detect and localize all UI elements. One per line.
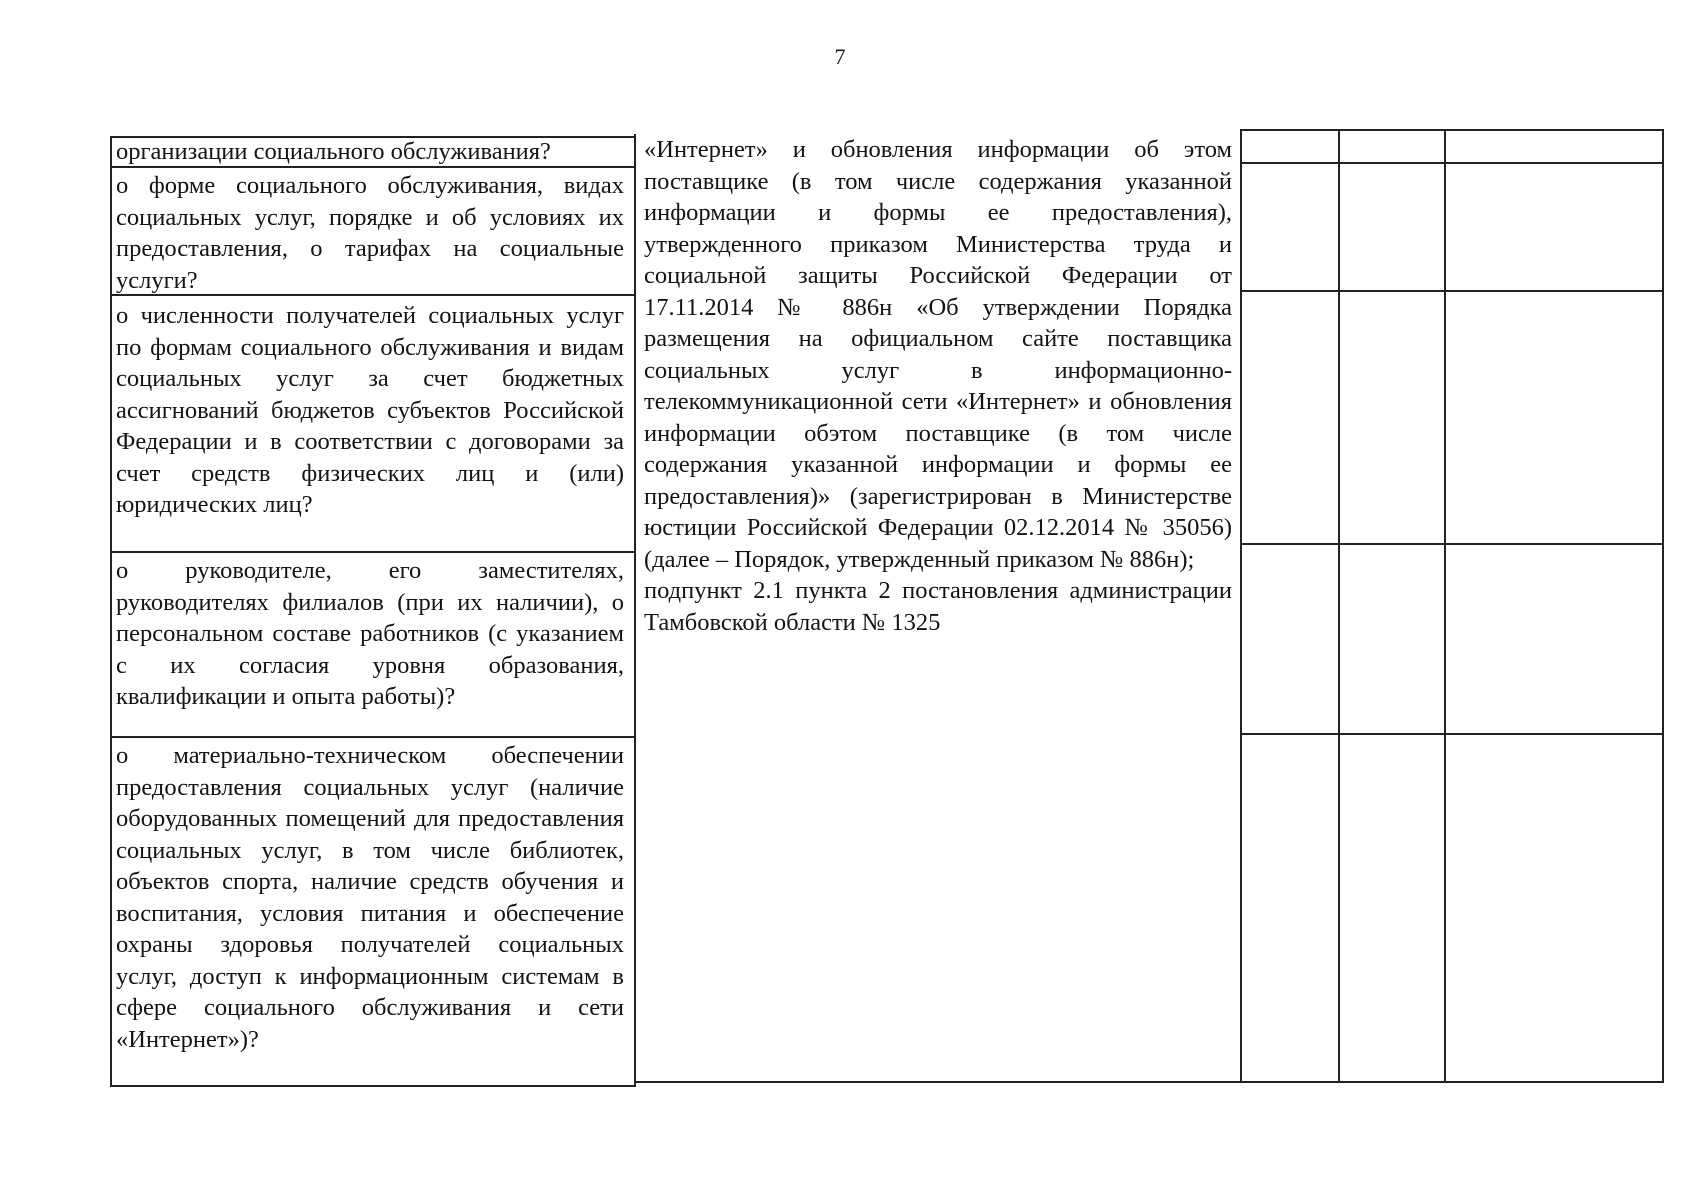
grid-line bbox=[1338, 129, 1340, 1083]
grid-line bbox=[1240, 129, 1242, 1083]
grid-line bbox=[1240, 543, 1664, 545]
grid-line bbox=[1240, 129, 1664, 131]
grid-line bbox=[110, 551, 636, 553]
table-cell-reference bbox=[644, 134, 1232, 638]
table-cell-question: о руководителе, его заместителях, руководителях филиалов (при их наличии), о персональном составе работников (с указанием с их согласия уровня образования, квалификации и опыта работы)? bbox=[116, 557, 624, 710]
grid-line bbox=[1662, 129, 1664, 1083]
table-cell-question: о форме социального обслуживания, видах социальных услуг, порядке и об условиях их предоставления, о тарифах на социальные услуги? bbox=[116, 172, 624, 294]
grid-line bbox=[1240, 1081, 1664, 1083]
grid-line bbox=[110, 736, 636, 738]
grid-line bbox=[1444, 129, 1446, 1083]
grid-line bbox=[110, 1085, 636, 1087]
table-cell-question: организации социального обслуживания? bbox=[116, 138, 551, 165]
grid-line bbox=[634, 134, 636, 1087]
reference-paragraph: подпункт 2.1 пункта 2 постановления администрации Тамбовской области № 1325 bbox=[644, 577, 1232, 636]
grid-line bbox=[110, 136, 112, 1087]
grid-line bbox=[1240, 162, 1664, 164]
grid-line bbox=[634, 1081, 1242, 1083]
table-cell-question: о материально-техническом обеспечении предоставления социальных услуг (наличие оборудованных помещений для предоставления социальных услуг, в том числе библиотек, объектов спорта, наличие средств обучения и воспитания, условия питания и обеспечение охраны здоровья получателей социальных услуг, доступ к информационным системам в сфере социального обслуживания и сети «Интернет»)? bbox=[116, 742, 624, 1053]
reference-paragraph: «Интернет» и обновления информации об этом поставщике (в том числе содержания указанной информации и формы ее предоставления), утвержденного приказом Министерства труда и социальной защиты Российской Федерации от 17.11.2014 № 886н «Об утверждении Порядка размещения на официальном сайте поставщика социальных услуг в информационно-телекоммуникационной сети «Интернет» и обновления информации обэтом поставщике (в том числе содержания указанной информации и формы ее предоставления)» (зарегистрирован в Министерстве юстиции Российской Федерации 02.12.2014 № 35056) (далее – Порядок, утвержденный приказом № 886н); bbox=[644, 136, 1232, 573]
table-cell-question: о численности получателей социальных услуг по формам социального обслуживания и видам социальных услуг за счет бюджетных ассигнований бюджетов субъектов Российской Федерации и в соответствии с договорами за счет средств физических лиц и (или) юридических лиц? bbox=[116, 302, 624, 518]
page-number: 7 bbox=[834, 44, 846, 69]
grid-line bbox=[1240, 290, 1664, 292]
grid-line bbox=[1240, 733, 1664, 735]
